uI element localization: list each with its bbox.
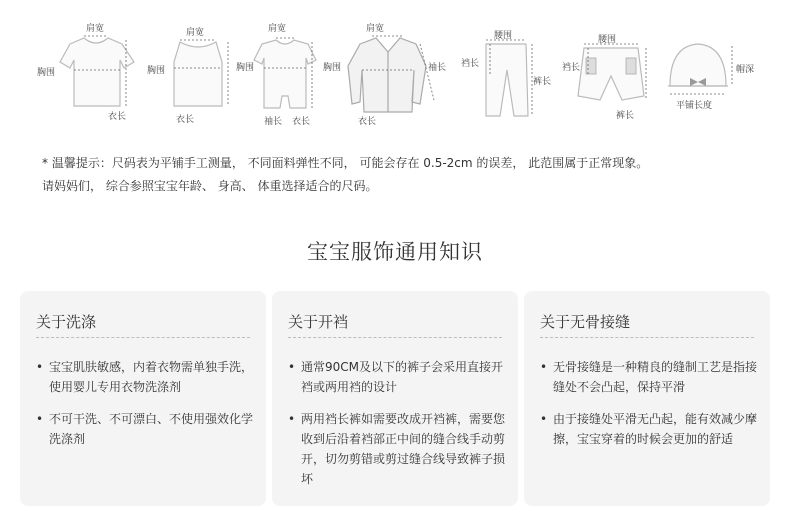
card-title: 关于洗涤 xyxy=(36,313,97,331)
notice-line-2: 请妈妈们， 综合参照宝宝年龄、 身高、 体重选择适合的尺码。 xyxy=(42,179,378,193)
card-list xyxy=(34,357,256,461)
list-item: • 通常90CM及以下的裤子会采用直接开裆或两用裆的设计 xyxy=(286,357,508,397)
label-chest: 胸围 xyxy=(147,66,166,76)
card-washing xyxy=(20,291,266,506)
list-item: • 宝宝肌肤敏感，内着衣物需单独手洗，使用婴儿专用衣物洗涤剂 xyxy=(34,357,256,397)
list-item: • 两用裆长裤如需要改成开裆裤，需要您收到后沿着裆部正中间的缝合线手动剪开，切勿剪错或剪过缝合线导致裤子损坏 xyxy=(286,409,508,489)
label-shoulder: 肩宽 xyxy=(366,24,385,34)
label-sleeve: 袖长 xyxy=(264,117,283,127)
label-length: 衣长 xyxy=(358,117,377,127)
tshirt-diagram xyxy=(37,22,134,122)
long-pants-diagram xyxy=(461,30,551,116)
label-waist: 腰围 xyxy=(494,31,513,41)
notice-line-1: * 温馨提示：尺码表为平铺手工测量， 不同面料弹性不同， 可能会存在 0.5-2cm 的误差， 此范围属于正常现象。 xyxy=(42,156,649,170)
card-title: 关于开裆 xyxy=(288,313,349,331)
label-pants-length: 裤长 xyxy=(533,77,552,87)
shorts-diagram xyxy=(562,34,646,121)
card-seamless xyxy=(524,291,770,506)
label-waist: 腰围 xyxy=(598,35,617,45)
label-chest: 胸围 xyxy=(37,68,56,78)
label-inseam: 裆长 xyxy=(461,59,480,69)
label-shoulder: 肩宽 xyxy=(186,28,205,38)
garment-measurement-illustrations xyxy=(0,0,790,140)
hat-diagram xyxy=(668,44,754,111)
label-length: 衣长 xyxy=(108,112,127,122)
list-item: • 无骨接缝是一种精良的缝制工艺是指接缝处不会凸起，保持平滑 xyxy=(538,357,760,397)
jacket-diagram xyxy=(323,22,446,127)
bullet-icon: • xyxy=(540,360,548,374)
label-sleeve: 袖长 xyxy=(428,63,447,73)
measurement-diagram xyxy=(0,0,790,140)
label-chest: 胸围 xyxy=(323,63,342,73)
size-notice xyxy=(42,152,762,198)
section-title: 宝宝服饰通用知识 xyxy=(307,240,483,264)
bullet-icon: • xyxy=(540,412,548,426)
bullet-icon: • xyxy=(288,360,296,374)
divider xyxy=(288,337,502,338)
label-pants-length: 裤长 xyxy=(616,111,635,121)
romper-diagram xyxy=(236,22,316,127)
list-item: • 由于接缝处平滑无凸起，能有效减少摩擦，宝宝穿着的时候会更加的舒适 xyxy=(538,409,760,449)
bullet-icon: • xyxy=(36,360,44,374)
label-length: 衣长 xyxy=(176,115,195,125)
card-crotch-opening xyxy=(272,291,518,506)
label-inseam: 裆长 xyxy=(562,63,581,73)
label-hat-flat: 平铺长度 xyxy=(676,101,713,111)
card-list xyxy=(538,357,760,461)
divider xyxy=(36,337,250,338)
label-chest: 胸围 xyxy=(236,63,255,73)
list-item: • 不可干洗、不可漂白、不使用强效化学洗涤剂 xyxy=(34,409,256,449)
label-hat-depth: 帽深 xyxy=(736,65,755,75)
card-list xyxy=(286,357,508,501)
label-shoulder: 肩宽 xyxy=(86,24,105,34)
bullet-icon: • xyxy=(36,412,44,426)
label-shoulder: 肩宽 xyxy=(268,24,287,34)
divider xyxy=(540,337,754,338)
bullet-icon: • xyxy=(288,412,296,426)
label-length: 衣长 xyxy=(292,117,311,127)
dress-diagram xyxy=(147,26,228,125)
card-title: 关于无骨接缝 xyxy=(540,313,631,331)
